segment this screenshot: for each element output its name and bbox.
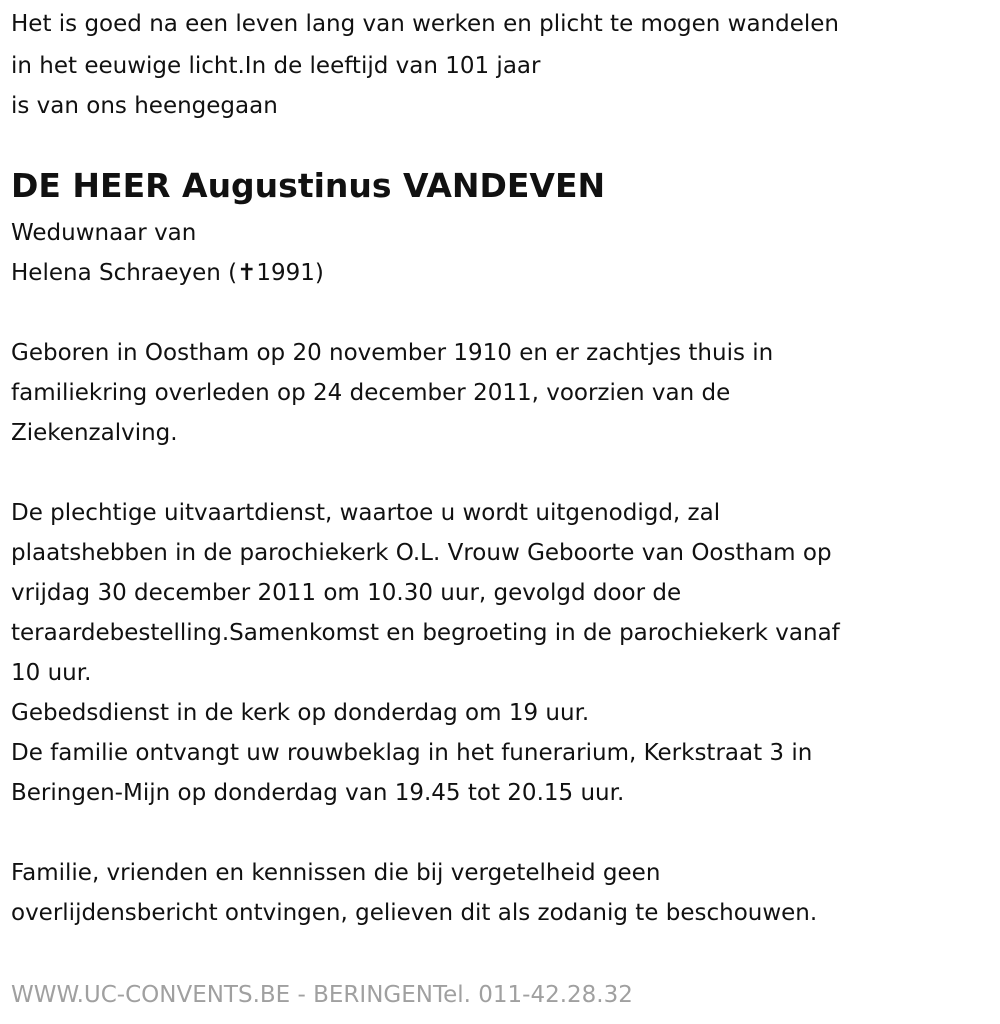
intro-line: Het is goed na een leven lang van werken en plicht te mogen wandelen [11, 11, 839, 37]
service-line: Beringen-Mijn op donderdag van 19.45 tot 20.15 uur. [11, 780, 625, 806]
birth-line: familiekring overleden op 24 december 2011, voorzien van de [11, 380, 731, 406]
birth-line: Ziekenzalving. [11, 420, 178, 446]
service-line: vrijdag 30 december 2011 om 10.30 uur, gevolgd door de [11, 580, 682, 606]
spouse-line: Helena Schraeyen (✝1991) [11, 260, 324, 286]
service-line: De plechtige uitvaartdienst, waartoe u wordt uitgenodigd, zal [11, 500, 721, 526]
intro-line: is van ons heengegaan [11, 93, 278, 119]
deceased-name: DE HEER Augustinus VANDEVEN [11, 166, 606, 205]
service-line: De familie ontvangt uw rouwbeklag in het funerarium, Kerkstraat 3 in [11, 740, 813, 766]
birth-line: Geboren in Oostham op 20 november 1910 en er zachtjes thuis in [11, 340, 774, 366]
footer-contact: WWW.UC-CONVENTS.BE - BERINGENTel. 011-42.28.32 [11, 982, 633, 1008]
service-line: Gebedsdienst in de kerk op donderdag om 19 uur. [11, 700, 590, 726]
service-line: teraardebestelling.Samenkomst en begroeting in de parochiekerk vanaf [11, 620, 840, 646]
closing-line: Familie, vrienden en kennissen die bij vergetelheid geen [11, 860, 661, 886]
spouse-line: Weduwnaar van [11, 220, 197, 246]
intro-line: in het eeuwige licht.In de leeftijd van 101 jaar [11, 53, 541, 79]
service-line: plaatshebben in de parochiekerk O.L. Vrouw Geboorte van Oostham op [11, 540, 832, 566]
service-line: 10 uur. [11, 660, 92, 686]
closing-line: overlijdensbericht ontvingen, gelieven dit als zodanig te beschouwen. [11, 900, 818, 926]
